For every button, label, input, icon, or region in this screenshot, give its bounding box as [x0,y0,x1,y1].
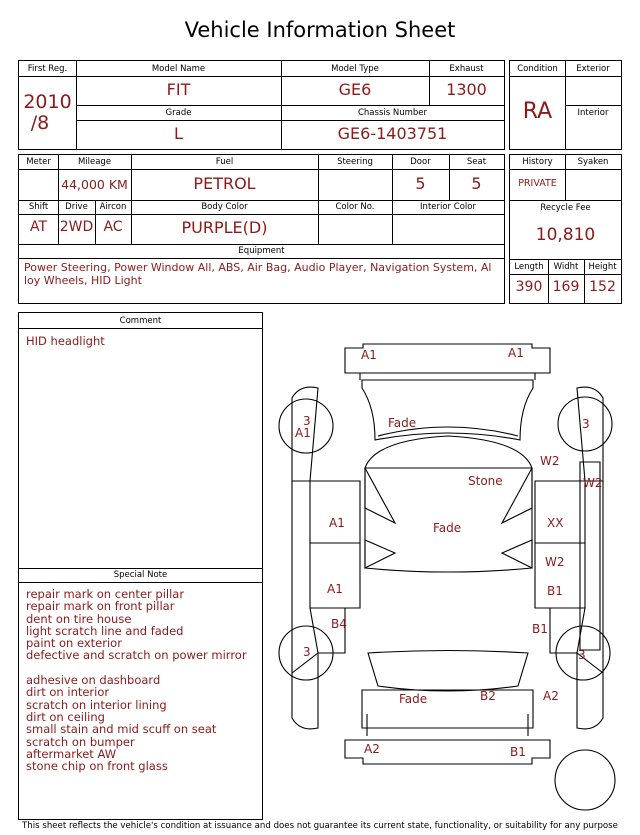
model-type-value: GE6 [338,80,372,99]
right-front-window [502,468,532,523]
history-value: PRIVATE [518,178,557,189]
first-reg-year: 2010 [23,91,72,113]
windshield [365,436,532,468]
rear-window [368,651,528,692]
condition-box [509,60,622,150]
grade-label: Grade [165,108,192,118]
page-title: Vehicle Information Sheet [184,18,456,42]
door-label: Door [410,157,431,167]
mark-rear-bumper-right: B1 [510,745,526,759]
aircon-label: Aircon [99,202,127,212]
recycle-fee-label: Recycle Fee [540,203,591,213]
mileage-value: 44,000 KM [61,177,128,192]
specs-table [18,154,505,304]
comment-label: Comment [119,316,162,326]
right-quarter [577,653,603,729]
mileage-label: Mileage [77,157,112,167]
equipment-line-1: Power Steering, Power Window All, ABS, Air Bag, Audio Player, Navigation System, Al [24,261,492,274]
equipment-label: Equipment [238,246,285,256]
mark-trunk: Fade [399,692,428,706]
mark-rear-door-left: A1 [327,582,343,596]
steering-label: Steering [337,157,373,167]
body-color-label: Body Color [201,202,248,212]
width-label: Widht [553,262,579,272]
note-item: stone chip on front glass [26,759,168,774]
model-name-value: FIT [166,80,191,99]
height-label: Height [588,262,617,272]
comment-box [18,312,263,820]
model-type-label: Model Type [331,64,379,74]
chassis-value: GE6-1403751 [337,124,448,143]
color-no-label: Color No. [335,202,375,212]
mark-quarter-right: A2 [543,689,559,703]
note-item: light scratch line and faded [26,623,184,638]
interior-color-label: Interior Color [420,202,476,212]
footer-disclaimer: This sheet reflects the vehicle's condition at issuance and does not guarantee its current state, functionality, or suitability for any purpose [22,821,618,831]
right-rear-door [535,543,585,608]
left-front-door [310,481,360,543]
mark-tire-fr: 3 [582,417,590,431]
meter-label: Meter [26,157,51,167]
exterior-label: Exterior [576,64,610,74]
length-value: 390 [515,279,543,295]
note-item: dirt on interior [26,685,110,700]
mark-roof: Fade [433,521,462,535]
door-value: 5 [415,174,426,193]
left-front-window [365,468,395,523]
seat-value: 5 [471,174,482,193]
mark-rear-bumper-left: A2 [364,742,380,756]
drive-label: Drive [65,202,88,212]
length-label: Length [514,262,544,272]
note-item: defective and scratch on power mirror [26,648,247,663]
note-item: repair mark on front pillar [26,599,175,614]
special-note-list [26,588,258,772]
mark-tire-fl-code: A1 [295,426,311,440]
mark-front-door-right: XX [547,516,564,530]
drive-value: 2WD [59,219,94,235]
mark-front-bumper-left: A1 [361,348,377,362]
model-name-label: Model Name [151,64,206,74]
condition-grade: RA [522,99,553,124]
vehicle-info-table [18,60,505,150]
exhaust-label: Exhaust [449,64,484,74]
mark-trunk-b2: B2 [480,689,496,703]
note-item: paint on exterior [26,636,122,651]
note-item: dirt on ceiling [26,709,105,724]
first-reg-label: First Reg. [27,64,68,74]
note-item: scratch on bumper [26,734,135,749]
history-label: History [522,157,553,167]
body-color-value: PURPLE(D) [181,218,268,237]
mark-pillar-right: W2 [545,555,565,569]
syaken-label: Syaken [577,157,609,167]
interior-label: Interior [577,108,609,118]
chassis-label: Chassis Number [357,108,428,118]
fuel-value: PETROL [193,174,256,193]
car-damage-diagram [270,318,630,818]
equipment-line-2: loy Wheels, HID Light [24,274,142,287]
exhaust-value: 1300 [446,80,487,99]
right-rear-window [502,540,532,568]
mark-sill-left: B4 [331,617,347,631]
note-item: repair mark on center pillar [26,587,185,601]
shift-label: Shift [28,202,49,212]
mark-fender-right-side: W2 [583,476,603,490]
mark-fender-right: W2 [540,454,560,468]
mark-front-bumper-right: A1 [508,346,524,360]
mark-tire-rl: 3 [303,645,311,659]
left-quarter [292,653,318,729]
mark-tire-fl-num: 3 [303,414,311,428]
spare-tire [555,750,615,810]
mark-hood: Fade [388,416,417,430]
recycle-fee-value: 10,810 [535,225,596,245]
special-note-label: Special Note [113,570,168,580]
history-box [509,154,622,304]
note-item: aftermarket AW [26,746,117,761]
shift-value: AT [29,219,48,235]
aircon-value: AC [103,219,123,235]
height-value: 152 [589,279,616,295]
note-item: small stain and mid scuff on seat [26,722,217,737]
note-item: adhesive on dashboard [26,673,161,688]
seat-label: Seat [466,157,487,167]
first-reg-month: /8 [30,112,50,134]
mark-windshield: Stone [468,474,503,488]
mark-tire-rr: 3 [578,648,586,662]
condition-label: Condition [517,64,558,74]
trunk [362,690,533,728]
comment-text: HID headlight [26,334,105,348]
note-item: scratch on interior lining [26,697,167,712]
right-front-door [535,481,585,543]
hood [362,380,533,440]
mark-sill-right: B1 [532,622,548,636]
left-rear-window [365,540,395,568]
fuel-label: Fuel [215,157,234,167]
left-rear-door [310,543,360,608]
note-item: dent on tire house [26,611,132,626]
mark-rear-door-right: B1 [547,584,563,598]
mark-front-door-left: A1 [329,516,345,530]
width-value: 169 [552,279,580,295]
grade-value: L [174,124,183,143]
